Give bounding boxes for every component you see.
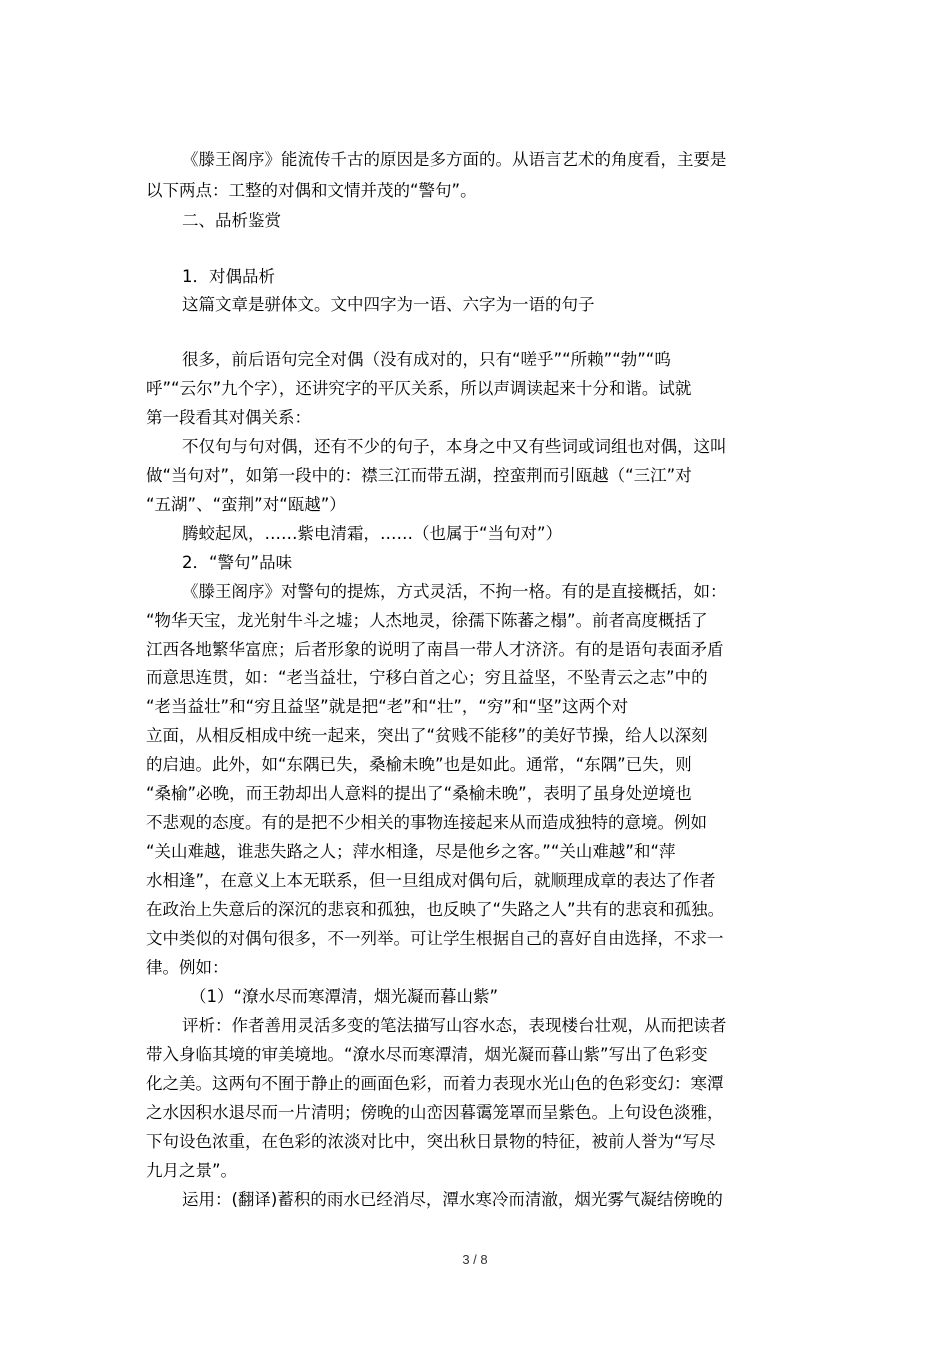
paragraph-line: 《滕王阁序》对警句的提炼，方式灵活，不拘一格。有的是直接概括，如： — [182, 582, 727, 601]
paragraph-line: “五湖”、“蛮荆”对“瓯越”） — [146, 495, 346, 514]
subsection-heading: 1．对偶品析 — [182, 267, 275, 286]
paragraph-line: 文中类似的对偶句很多，不一列举。可让学生根据自己的喜好自由选择，不求一 — [146, 929, 724, 948]
paragraph-line: “老当益壮”和“穷且益坚”就是把“老”和“壮”，“穷”和“坚”这两个对 — [146, 697, 629, 716]
paragraph-line: 江西各地繁华富庶；后者形象的说明了南昌一带人才济济。有的是语句表面矛盾 — [146, 640, 724, 659]
paragraph-line: 评析：作者善用灵活多变的笔法描写山容水态，表现楼台壮观，从而把读者 — [182, 1016, 727, 1035]
paragraph-line: 律。例如： — [146, 958, 229, 977]
paragraph-line: “关山难越，谁悲失路之人；萍水相逢，尽是他乡之客。”“关山难越”和“萍 — [146, 842, 676, 861]
paragraph-line: 呼”“云尔”九个字），还讲究字的平仄关系，所以声调读起来十分和谐。试就 — [146, 379, 692, 398]
paragraph-line: 之水因积水退尽而一片清明；傍晚的山峦因暮霭笼罩而呈紫色。上句设色淡雅， — [146, 1103, 724, 1122]
paragraph-line: 的启迪。此外，如“东隅已失，桑榆未晚”也是如此。通常，“东隅”已失，则 — [146, 755, 692, 774]
paragraph-line: 化之美。这两句不囿于静止的画面色彩，而着力表现水光山色的色彩变幻：寒潭 — [146, 1074, 724, 1093]
paragraph-line: 带入身临其境的审美境地。“潦水尽而寒潭清，烟光凝而暮山紫”写出了色彩变 — [146, 1045, 708, 1064]
paragraph-line: 而意思连贯，如：“老当益壮，宁移白首之心；穷且益坚，不坠青云之志”中的 — [146, 668, 708, 687]
paragraph-line: 以下两点：工整的对偶和文情并茂的“警句”。 — [146, 181, 477, 200]
paragraph-line: 很多，前后语句完全对偶（没有成对的，只有“嗟乎”“所赖”“勃”“呜 — [182, 350, 671, 369]
subsection-heading: 2．“警句”品味 — [182, 553, 293, 572]
paragraph-line: 第一段看其对偶关系： — [146, 408, 311, 427]
paragraph-line: 这篇文章是骈体文。文中四字为一语、六字为一语的句子 — [182, 295, 595, 314]
section-heading: 二、品析鉴赏 — [182, 211, 281, 230]
paragraph-line: “物华天宝，龙光射牛斗之墟；人杰地灵，徐孺下陈蕃之榻”。前者高度概括了 — [146, 611, 708, 630]
paragraph-line: “桑榆”必晚，而王勃却出人意料的提出了“桑榆未晚”，表明了虽身处逆境也 — [146, 784, 692, 803]
paragraph-line: 不仅句与句对偶，还有不少的句子，本身之中又有些词或词组也对偶，这叫 — [182, 437, 727, 456]
paragraph-line: 立面，从相反相成中统一起来，突出了“贫贱不能移”的美好节操，给人以深刻 — [146, 726, 708, 745]
example-heading: （1）“潦水尽而寒潭清，烟光凝而暮山紫” — [190, 987, 499, 1006]
paragraph-line: 不悲观的态度。有的是把不少相关的事物连接起来从而造成独特的意境。例如 — [146, 813, 707, 832]
paragraph-line: 《滕王阁序》能流传千古的原因是多方面的。从语言艺术的角度看，主要是 — [182, 150, 727, 169]
paragraph-line: 水相逢”，在意义上本无联系，但一旦组成对偶句后，就顺理成章的表达了作者 — [146, 871, 716, 890]
paragraph-line: 运用：(翻译)蓄积的雨水已经消尽，潭水寒冷而清澈，烟光雾气凝结傍晚的 — [182, 1190, 723, 1209]
paragraph-line: 在政治上失意后的深沉的悲哀和孤独，也反映了“失路之人”共有的悲哀和孤独。 — [146, 900, 725, 919]
paragraph-line: 腾蛟起凤，……紫电清霜，……（也属于“当句对”） — [182, 524, 563, 543]
paragraph-line: 做“当句对”，如第一段中的：襟三江而带五湖，控蛮荆而引瓯越（“三江”对 — [146, 466, 692, 485]
paragraph-line: 九月之景”。 — [146, 1161, 238, 1180]
page-number: 3 / 8 — [462, 1252, 488, 1267]
paragraph-line: 下句设色浓重，在色彩的浓淡对比中，突出秋日景物的特征，被前人誉为“写尽 — [146, 1132, 716, 1151]
